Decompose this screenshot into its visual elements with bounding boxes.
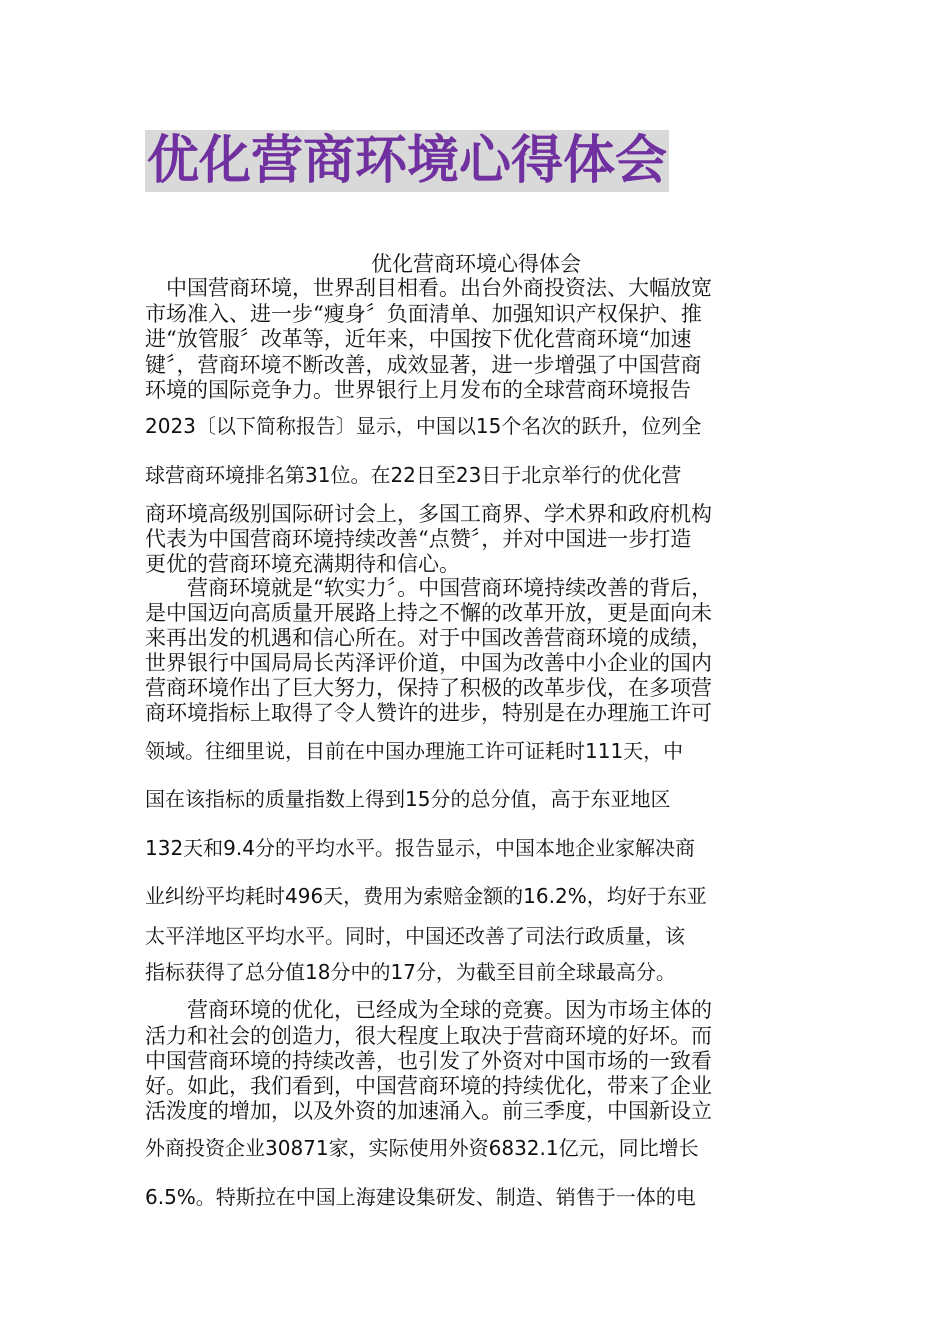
body-line: 2023〔以下简称报告〕显示，中国以15个名次的跃升，位列全	[145, 414, 702, 438]
body-line: 来再出发的机遇和信心所在。对于中国改善营商环境的成绩，	[145, 626, 712, 650]
body-line: 指标获得了总分值18分中的17分，为截至目前全球最高分。	[145, 960, 676, 984]
body-line: 代表为中国营商环境持续改善“点赞〞，并对中国进一步打造	[145, 527, 692, 551]
body-line: 进“放管服〞改革等，近年来，中国按下优化营商环境“加速	[145, 327, 692, 351]
body-line: 太平洋地区平均水平。同时，中国还改善了司法行政质量，该	[145, 924, 685, 948]
body-line: 业纠纷平均耗时496天，费用为索赔金额的16.2%，均好于东亚	[145, 884, 707, 908]
body-line: 更优的营商环境充满期待和信心。	[145, 552, 460, 576]
body-line: 领域。往细里说，目前在中国办理施工许可证耗时111天，中	[145, 739, 684, 763]
body-line: 键〞，营商环境不断改善，成效显著，进一步增强了中国营商	[145, 353, 702, 377]
document-subtitle: 优化营商环境心得体会	[371, 252, 581, 276]
body-line: 132天和9.4分的平均水平。报告显示，中国本地企业家解决商	[145, 836, 695, 860]
body-line: 市场准入、进一步“瘦身〞负面清单、加强知识产权保护、推	[145, 302, 702, 326]
body-line: 好。如此，我们看到，中国营商环境的持续优化，带来了企业	[145, 1074, 712, 1098]
body-line: 营商环境的优化，已经成为全球的竞赛。因为市场主体的	[145, 998, 712, 1022]
body-line: 国在该指标的质量指数上得到15分的总分值，高于东亚地区	[145, 787, 671, 811]
body-line: 活泼度的增加，以及外资的加速涌入。前三季度，中国新设立	[145, 1099, 712, 1123]
body-line: 中国营商环境，世界刮目相看。出台外商投资法、大幅放宽	[145, 276, 712, 300]
body-line: 营商环境作出了巨大努力，保持了积极的改革步伐，在多项营	[145, 676, 712, 700]
body-line: 是中国迈向高质量开展路上持之不懈的改革开放，更是面向未	[145, 601, 712, 625]
body-line: 商环境高级别国际研讨会上，多国工商界、学术界和政府机构	[145, 502, 712, 526]
body-line: 营商环境就是“软实力〞。中国营商环境持续改善的背后，	[145, 576, 713, 600]
body-line: 中国营商环境的持续改善，也引发了外资对中国市场的一致看	[145, 1049, 712, 1073]
body-line: 商环境指标上取得了令人赞许的进步，特别是在办理施工许可	[145, 701, 712, 725]
body-line: 世界银行中国局局长芮泽评价道，中国为改善中小企业的国内	[145, 651, 712, 675]
body-line: 6.5%。特斯拉在中国上海建设集研发、制造、销售于一体的电	[145, 1185, 696, 1209]
body-line: 活力和社会的创造力，很大程度上取决于营商环境的好坏。而	[145, 1024, 712, 1048]
document-title: 优化营商环境心得体会	[147, 131, 668, 191]
body-line: 环境的国际竞争力。世界银行上月发布的全球营商环境报告	[145, 378, 691, 402]
body-line: 球营商环境排名第31位。在22日至23日于北京举行的优化营	[145, 463, 682, 487]
body-line: 外商投资企业30871家，实际使用外资6832.1亿元，同比增长	[145, 1136, 699, 1160]
